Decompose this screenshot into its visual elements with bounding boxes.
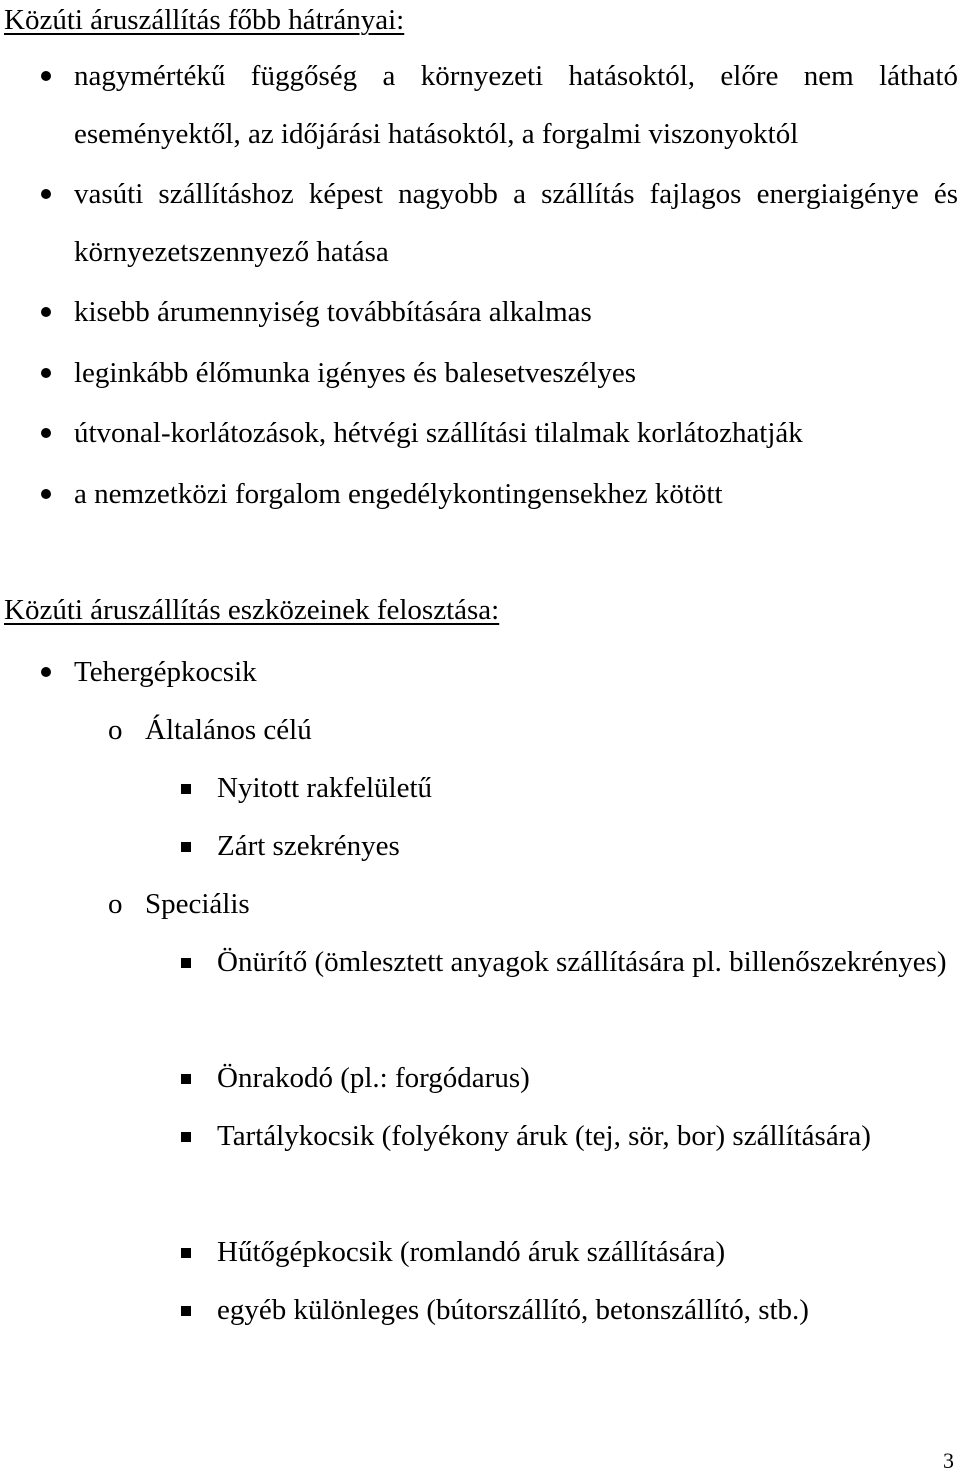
bullet-circle-open: o <box>108 888 123 920</box>
bullet-square <box>181 784 191 794</box>
list-item-text: útvonal-korlátozások, hétvégi szállítási tilalmak korlátozhatják <box>74 417 803 449</box>
list-item-text: Tartálykocsik (folyékony áruk (tej, sör, bor) szállítására) <box>217 1120 871 1152</box>
list-item <box>74 344 636 402</box>
sub-list-item-general <box>145 701 312 759</box>
list-item <box>74 465 723 523</box>
bullet-dot <box>41 307 51 317</box>
bullet-circle-open: o <box>108 714 123 746</box>
list-item <box>74 47 958 163</box>
list-item-text: nagymértékű függőség a környezeti hatásoktól, előre nem látható eseményektől, az időjárási hatásoktól, a forgalmi viszonyoktól <box>74 60 958 150</box>
section-heading-vehicle-types: Közúti áruszállítás eszközeinek felosztása: <box>4 594 500 626</box>
list-item-text: Önürítő (ömlesztett anyagok szállítására pl. billenőszekrényes) <box>217 946 947 978</box>
list-item <box>74 643 257 701</box>
sub-list-item-special <box>145 875 250 933</box>
list-item-text: Speciális <box>145 888 250 920</box>
bullet-dot <box>41 489 51 499</box>
sub-sub-list-item <box>217 1107 958 1165</box>
bullet-dot <box>41 71 51 81</box>
bullet-square <box>181 842 191 852</box>
bullet-square <box>181 1074 191 1084</box>
bullet-dot <box>41 428 51 438</box>
bullet-dot <box>41 189 51 199</box>
list-item-text: kisebb árumennyiség továbbítására alkalmas <box>74 296 592 328</box>
list-item-text: a nemzetközi forgalom engedélykontingensekhez kötött <box>74 478 723 510</box>
sub-sub-list-item <box>217 759 432 817</box>
list-item-text: Önrakodó (pl.: forgódarus) <box>217 1062 530 1094</box>
sub-sub-list-item <box>217 1281 809 1339</box>
sub-sub-list-item <box>217 933 958 991</box>
bullet-dot <box>41 368 51 378</box>
list-item-text: Hűtőgépkocsik (romlandó áruk szállítására) <box>217 1236 726 1268</box>
list-item-text: leginkább élőmunka igényes és balesetveszélyes <box>74 357 637 389</box>
section-heading-disadvantages: Közúti áruszállítás főbb hátrányai: <box>4 4 405 36</box>
list-item <box>74 165 958 281</box>
list-item-text: Tehergépkocsik <box>74 656 257 688</box>
bullet-square <box>181 1132 191 1142</box>
list-item <box>74 404 803 462</box>
page-number: 3 <box>943 1448 954 1473</box>
list-item-text: vasúti szállításhoz képest nagyobb a szállítás fajlagos energiaigénye és környezetszennyező hatása <box>74 178 958 268</box>
bullet-dot <box>41 667 51 677</box>
bullet-square <box>181 1248 191 1258</box>
bullet-square <box>181 958 191 968</box>
list-item <box>74 283 592 341</box>
bullet-square <box>181 1306 191 1316</box>
sub-sub-list-item <box>217 817 400 875</box>
sub-sub-list-item <box>217 1223 725 1281</box>
list-item-text: egyéb különleges (bútorszállító, betonszállító, stb.) <box>217 1294 809 1326</box>
list-item-text: Zárt szekrényes <box>217 830 400 862</box>
list-item-text: Általános célú <box>145 714 312 746</box>
sub-sub-list-item <box>217 1049 530 1107</box>
list-item-text: Nyitott rakfelületű <box>217 772 433 804</box>
